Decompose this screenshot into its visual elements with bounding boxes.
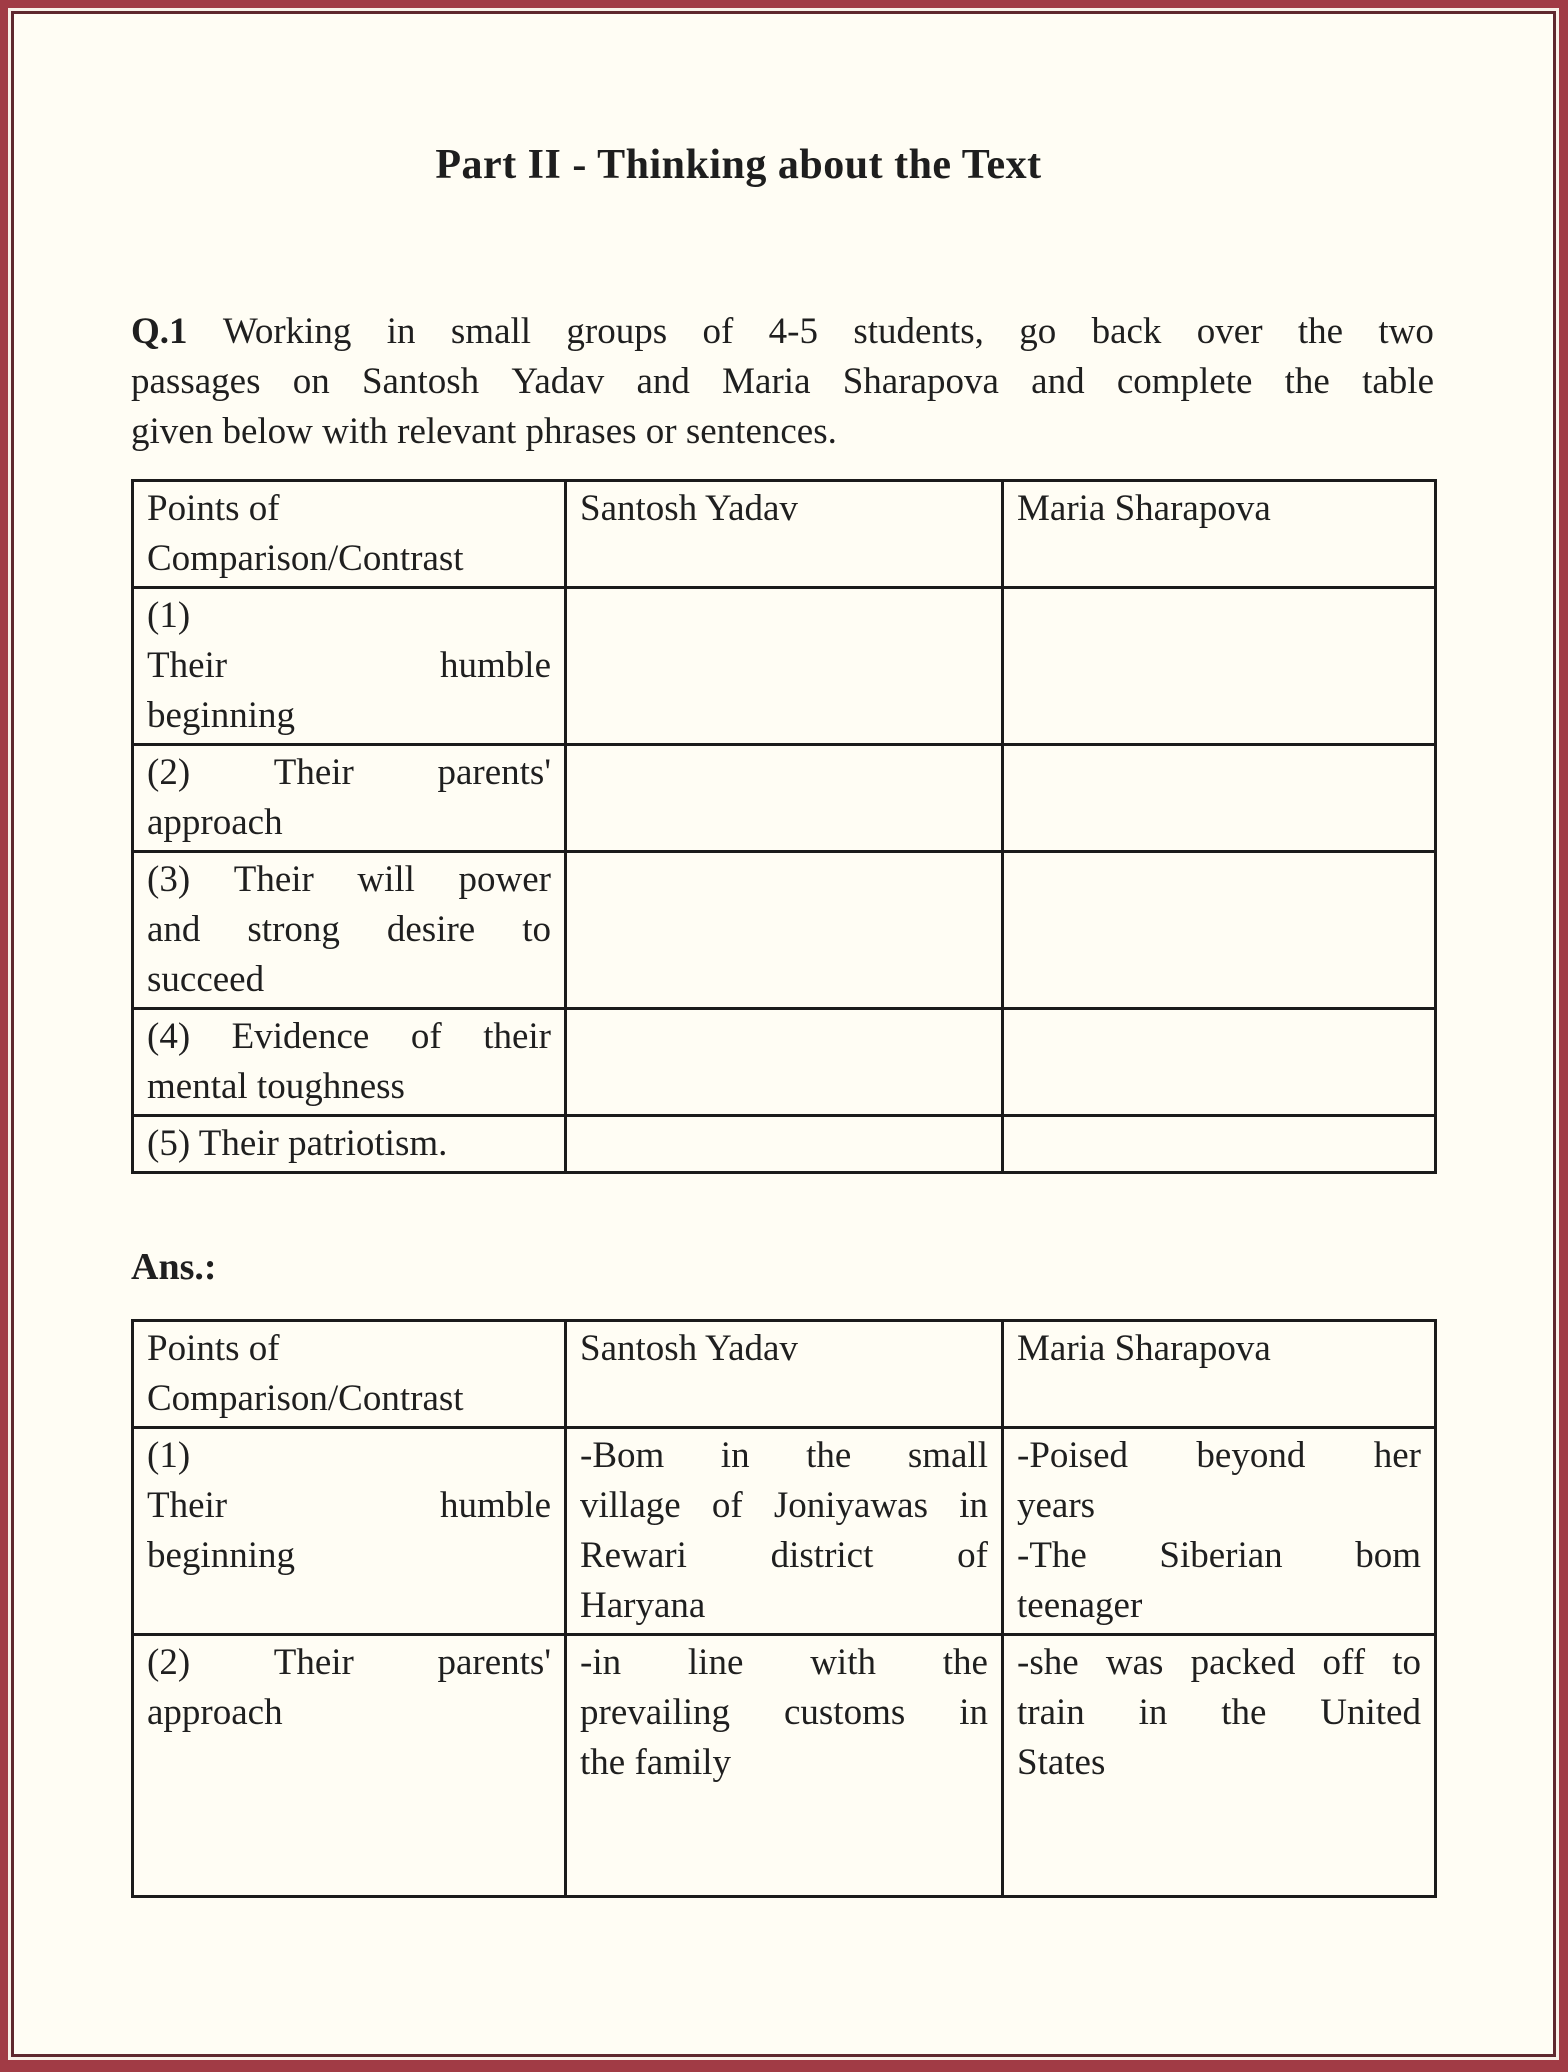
- text-line: the family: [580, 1742, 732, 1783]
- word: Yadav: [511, 361, 605, 402]
- page-title: Part II - Thinking about the Text: [435, 142, 1042, 188]
- text-line: succeed: [147, 959, 265, 1000]
- text-line: Santosh Yadav: [580, 488, 798, 529]
- word: (3): [147, 859, 191, 900]
- text-line: Haryana: [580, 1585, 706, 1626]
- table-row: [133, 1116, 1436, 1173]
- word: the: [1284, 361, 1330, 402]
- text-line: mental toughness: [147, 1066, 405, 1107]
- word: district: [770, 1535, 874, 1576]
- word: of: [702, 311, 734, 352]
- word: power: [458, 859, 551, 900]
- text-line: Santosh Yadav: [580, 1328, 798, 1369]
- word: line: [687, 1642, 744, 1683]
- word: passages: [131, 361, 261, 402]
- word: in: [959, 1485, 988, 1526]
- text-line: States: [1017, 1742, 1106, 1783]
- word: strong: [247, 909, 340, 950]
- header-cell: [566, 1321, 1003, 1428]
- word: Working: [222, 311, 352, 352]
- word: the: [942, 1642, 988, 1683]
- text-line: [1017, 1531, 1421, 1581]
- question-paragraph: [131, 307, 1434, 457]
- word: to: [1392, 1642, 1421, 1683]
- word: back: [1091, 311, 1162, 352]
- header-cell: [566, 481, 1003, 588]
- text-line: [1017, 1688, 1421, 1738]
- text-line: [131, 357, 1434, 407]
- text-line: [580, 1531, 988, 1581]
- word: groups: [566, 311, 668, 352]
- text-line: (5) Their patriotism.: [147, 1123, 448, 1164]
- word: of: [410, 1016, 442, 1057]
- word: humble: [440, 645, 551, 686]
- comparison-table-blank: [131, 479, 1437, 1174]
- word: Rewari: [580, 1535, 687, 1576]
- text-line: [147, 1481, 551, 1531]
- answer-label: Ans.:: [131, 1246, 217, 1288]
- table-cell: [133, 1635, 566, 1897]
- text-line: beginning: [147, 695, 295, 736]
- word: (2): [147, 752, 191, 793]
- word: packed: [1190, 1642, 1296, 1683]
- word: (2): [147, 1642, 191, 1683]
- text-line: Maria Sharapova: [1017, 488, 1271, 529]
- text-line: [1017, 1638, 1421, 1688]
- table-row: [133, 1009, 1436, 1116]
- table-cell: [1003, 588, 1436, 745]
- word: the: [806, 1435, 852, 1476]
- text-line: [580, 1431, 988, 1481]
- page-content: [131, 307, 1434, 1898]
- word: Their: [273, 752, 354, 793]
- word: Sharapova: [842, 361, 999, 402]
- word: small: [907, 1435, 988, 1476]
- word: in: [386, 311, 416, 352]
- text-line: [1017, 1431, 1421, 1481]
- text-line: Points of: [147, 488, 280, 529]
- word: -Bom: [580, 1435, 665, 1476]
- word: Santosh: [361, 361, 480, 402]
- text-line: approach: [147, 1692, 283, 1733]
- text-line: [147, 1638, 551, 1688]
- table-row: [133, 1428, 1436, 1635]
- word: Q.1: [131, 311, 188, 352]
- table-cell: [133, 852, 566, 1009]
- word: village: [580, 1485, 681, 1526]
- word: parents': [437, 1642, 551, 1683]
- table-row: [133, 588, 1436, 745]
- word: bom: [1355, 1535, 1421, 1576]
- table-cell: [566, 1116, 1003, 1173]
- table-row: [133, 1635, 1436, 1897]
- table-cell: [566, 852, 1003, 1009]
- word: two: [1378, 311, 1434, 352]
- word: on: [292, 361, 330, 402]
- word: the: [1221, 1692, 1267, 1733]
- word: and: [1031, 361, 1085, 402]
- word: and: [636, 361, 690, 402]
- word: customs: [783, 1692, 906, 1733]
- table-cell: [566, 588, 1003, 745]
- table-cell: [1003, 852, 1436, 1009]
- word: -in: [580, 1642, 622, 1683]
- table-cell: [566, 1635, 1003, 1897]
- text-line: [147, 905, 551, 955]
- text-line: [580, 1638, 988, 1688]
- word: will: [357, 859, 415, 900]
- word: was: [1105, 1642, 1164, 1683]
- text-line: [147, 855, 551, 905]
- text-line: Points of: [147, 1328, 280, 1369]
- word: to: [522, 909, 551, 950]
- word: (4): [147, 1016, 191, 1057]
- text-line: Comparison/Contrast: [147, 1378, 464, 1419]
- table-cell: [133, 1428, 566, 1635]
- text-line: [147, 748, 551, 798]
- table-header-row: [133, 1321, 1436, 1428]
- text-line: [580, 1481, 988, 1531]
- word: over: [1196, 311, 1263, 352]
- word: students,: [853, 311, 984, 352]
- word: with: [810, 1642, 876, 1683]
- table-header-row: [133, 481, 1436, 588]
- word: Joniyawas: [773, 1485, 929, 1526]
- word: -Poised: [1017, 1435, 1128, 1476]
- table-cell: [1003, 1635, 1436, 1897]
- word: the: [1297, 311, 1344, 352]
- text-line: (1): [147, 1435, 191, 1476]
- word: United: [1320, 1692, 1421, 1733]
- word: beyond: [1196, 1435, 1306, 1476]
- text-line: given below with relevant phrases or sentences.: [131, 411, 837, 452]
- text-line: Comparison/Contrast: [147, 538, 464, 579]
- header-cell: [1003, 481, 1436, 588]
- word: off: [1322, 1642, 1366, 1683]
- document-page: [11, 11, 1556, 2057]
- table-row: [133, 852, 1436, 1009]
- word: prevailing: [580, 1692, 731, 1733]
- word: and: [147, 909, 201, 950]
- text-line: Maria Sharapova: [1017, 1328, 1271, 1369]
- text-line: years: [1017, 1485, 1096, 1526]
- word: complete: [1116, 361, 1253, 402]
- word: Their: [147, 1485, 228, 1526]
- word: train: [1017, 1692, 1085, 1733]
- text-line: beginning: [147, 1535, 295, 1576]
- word: Evidence: [231, 1016, 370, 1057]
- word: their: [483, 1016, 551, 1057]
- word: in: [959, 1692, 988, 1733]
- text-line: approach: [147, 802, 283, 843]
- word: in: [720, 1435, 750, 1476]
- word: of: [957, 1535, 988, 1576]
- word: humble: [440, 1485, 551, 1526]
- table-cell: [133, 1116, 566, 1173]
- table-cell: [133, 1009, 566, 1116]
- word: Maria: [722, 361, 811, 402]
- word: of: [711, 1485, 743, 1526]
- table-row: [133, 745, 1436, 852]
- word: 4-5: [768, 311, 818, 352]
- table-cell: [1003, 745, 1436, 852]
- header-cell: [133, 481, 566, 588]
- table-cell: [566, 1009, 1003, 1116]
- table-cell: [1003, 1428, 1436, 1635]
- header-cell: [133, 1321, 566, 1428]
- header-cell: [1003, 1321, 1436, 1428]
- word: go: [1019, 311, 1057, 352]
- text-line: [580, 1688, 988, 1738]
- word: small: [450, 311, 532, 352]
- word: Their: [233, 859, 314, 900]
- table-cell: [133, 588, 566, 745]
- text-line: [147, 1012, 551, 1062]
- word: in: [1138, 1692, 1168, 1733]
- word: -The: [1017, 1535, 1087, 1576]
- text-line: (1): [147, 595, 191, 636]
- table-cell: [1003, 1009, 1436, 1116]
- text-line: [131, 307, 1434, 357]
- table-cell: [133, 745, 566, 852]
- text-line: [147, 641, 551, 691]
- word: -she: [1017, 1642, 1079, 1683]
- comparison-table-answer: [131, 1319, 1437, 1898]
- table-cell: [1003, 1116, 1436, 1173]
- table-cell: [566, 745, 1003, 852]
- word: table: [1362, 361, 1434, 402]
- word: Their: [273, 1642, 354, 1683]
- word: parents': [437, 752, 551, 793]
- word: Siberian: [1159, 1535, 1283, 1576]
- table-cell: [566, 1428, 1003, 1635]
- word: Their: [147, 645, 228, 686]
- text-line: teenager: [1017, 1585, 1143, 1626]
- word: desire: [386, 909, 476, 950]
- word: her: [1373, 1435, 1421, 1476]
